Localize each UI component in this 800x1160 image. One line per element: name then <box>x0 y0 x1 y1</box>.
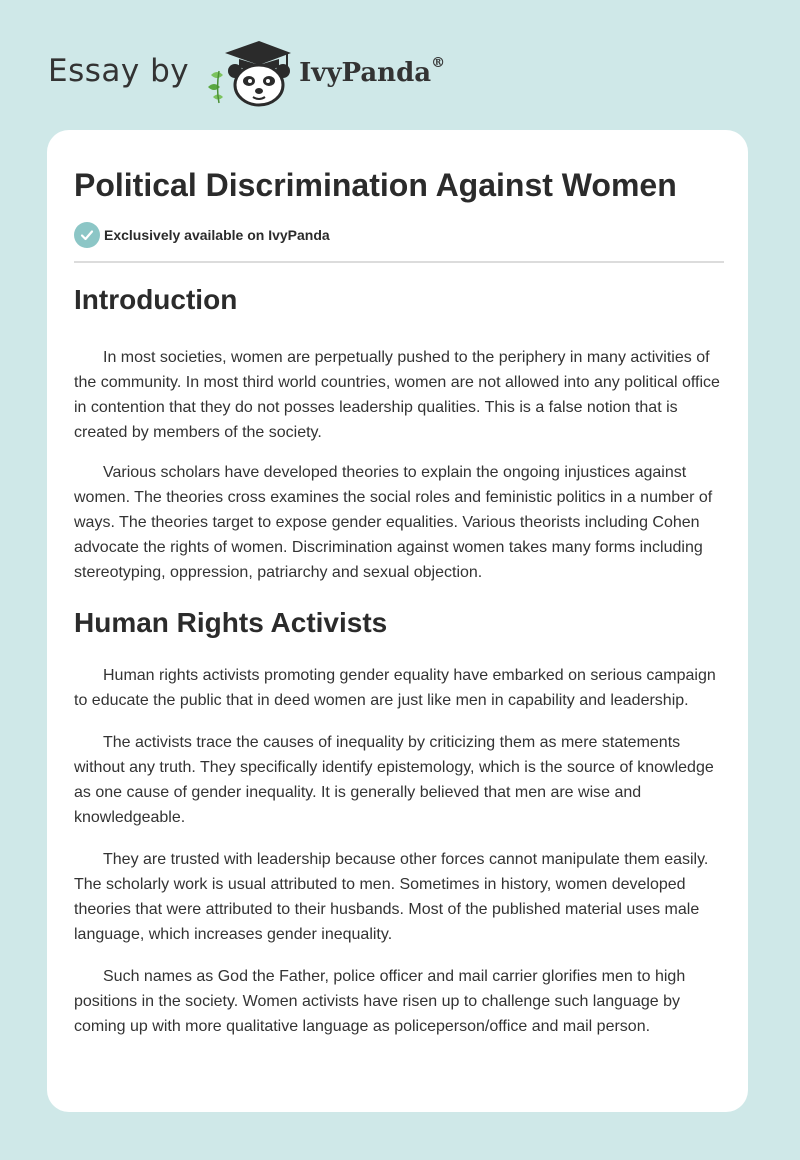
paragraph: Human rights activists promoting gender equality have embarked on serious campaign to educate the public that in deed women are just like men in capability and leadership. <box>74 667 716 709</box>
essay-by-label: Essay by <box>48 53 190 89</box>
essay-card <box>47 130 748 1112</box>
article-body <box>74 280 724 1039</box>
paragraph: Such names as God the Father, police officer and mail carrier glorifies men to high positions in the society. Women activists have risen up to challenge such language by coming up with more qualitative language as policeperson/office and mail person. <box>74 968 686 1035</box>
page-title: Political Discrimination Against Women <box>74 167 677 203</box>
ivypanda-logo-icon[interactable] <box>203 35 293 107</box>
paragraph: Various scholars have developed theories to explain the ongoing injustices against women. The theories cross examines the social roles and feministic politics in a number of ways. The theories target to expose gender equalities. Various theorists including Cohen advocate the rights of women. Discrimination against women takes many forms including stereotyping, oppression, patriarchy and sexual objection. <box>74 464 713 581</box>
brand-name[interactable]: IvyPanda® <box>299 55 446 88</box>
paragraph: The activists trace the causes of inequality by criticizing them as mere statements without any truth. They specifically identify epistemology, which is the source of knowledge as one cause of gender inequality. It is generally believed that men are wise and knowledgeable. <box>74 734 714 826</box>
exclusive-badge <box>74 222 330 248</box>
paragraph: They are trusted with leadership because other forces cannot manipulate them easily. The scholarly work is usual attributed to men. Sometimes in history, women developed theories that were attributed to their husbands. Most of the published material uses male language, which increases gender inequality. <box>74 851 709 943</box>
divider <box>74 261 724 263</box>
site-header <box>48 36 445 106</box>
paragraph: In most societies, women are perpetually pushed to the periphery in many activities of the community. In most third world countries, women are not allowed into any political office in contention that they do not posses leadership qualities. This is a false notion that is created by members of the society. <box>74 349 720 441</box>
section-heading: Introduction <box>74 284 238 315</box>
check-icon <box>74 222 100 248</box>
section-heading: Human Rights Activists <box>74 607 388 638</box>
badge-text: Exclusively available on IvyPanda <box>104 227 330 243</box>
